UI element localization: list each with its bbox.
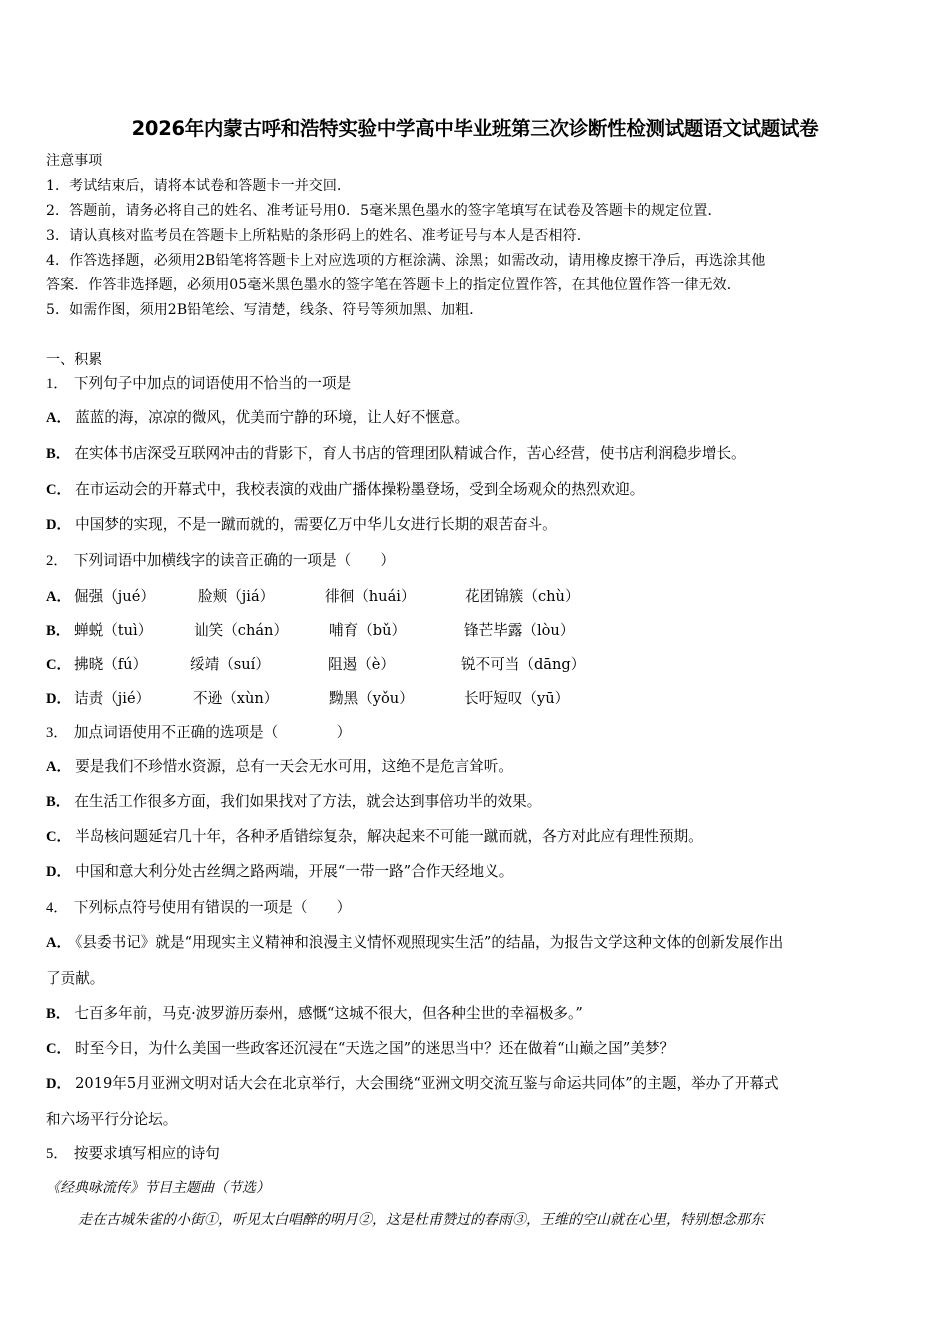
- section-heading: 一、积累: [46, 352, 103, 368]
- option-text: 中国和意大利分处古丝绸之路两端，开展“一带一路”合作天经地义。: [75, 863, 514, 880]
- option-label: D．: [46, 864, 72, 880]
- option-label: D．: [46, 517, 72, 533]
- q3-option-d: [46, 862, 513, 882]
- question-stem: 下列句子中加点的词语使用不恰当的一项是: [73, 375, 352, 392]
- option-text: 蓝蓝的海，凉凉的微风，优美而宁静的环境，让人好不惬意。: [75, 409, 470, 426]
- notice-item: 1．考试结束后，请将本试卷和答题卡一并交回．: [46, 178, 352, 194]
- option-label: A．: [46, 410, 72, 426]
- option-label: C．: [46, 829, 72, 845]
- pinyin-item: 讪笑（chán）: [194, 622, 289, 639]
- option-label: C．: [46, 657, 72, 673]
- q3-option-a: [46, 757, 513, 777]
- notice-heading: 注意事项: [46, 153, 103, 169]
- q4-option-b: [46, 1004, 583, 1024]
- option-text: 2019年5月亚洲文明对话大会在北京举行，大会围绕“亚洲文明交流互鉴与命运共同体”的主题，举办了开幕式: [75, 1075, 779, 1092]
- q4-option-d-cont: 和六场平行分论坛。: [46, 1111, 178, 1128]
- question-stem: 按要求填写相应的诗句: [73, 1145, 220, 1162]
- option-label: A．: [46, 935, 72, 951]
- question-2: [46, 551, 395, 571]
- option-text: 要是我们不珍惜水资源，总有一天会无水可用，这绝不是危言耸听。: [75, 758, 513, 775]
- notice-item: 3．请认真核对监考员在答题卡上所粘贴的条形码上的姓名、准考证号与本人是否相符．: [46, 228, 591, 244]
- q4-option-a-cont: 了贡献。: [46, 970, 105, 987]
- question-stem: 加点词语使用不正确的选项是（ ）: [73, 724, 352, 741]
- question-5: [46, 1144, 220, 1164]
- pinyin-item: 蝉蜕（tuì）: [74, 622, 153, 639]
- option-label: B．: [46, 1006, 71, 1022]
- q4-option-a: [46, 933, 783, 953]
- option-text: 七百多年前，马克·波罗游历泰州，感慨“这城不很大，但各种尘世的幸福极多。”: [74, 1005, 583, 1022]
- option-label: C．: [46, 482, 72, 498]
- notice-item: 4．作答选择题，必须用2B铅笔将答题卡上对应选项的方框涂满、涂黑；如需改动，请用橡皮擦干净后，再选涂其他: [46, 253, 766, 269]
- option-text: 在市运动会的开幕式中，我校表演的戏曲广播体操粉墨登场，受到全场观众的热烈欢迎。: [75, 481, 645, 498]
- question-stem: 下列词语中加横线字的读音正确的一项是（ ）: [73, 552, 395, 569]
- q4-option-c: [46, 1039, 674, 1059]
- pinyin-item: 哺育（bǔ）: [329, 622, 407, 639]
- pinyin-item: 绥靖（suí）: [190, 656, 270, 673]
- notice-item: 5．如需作图，须用2B铅笔绘、写清楚，线条、符号等须加黑、加粗．: [46, 302, 484, 318]
- q3-option-b: [46, 792, 541, 812]
- question-stem: 下列标点符号使用有错误的一项是（ ）: [73, 899, 352, 916]
- option-text: 在生活工作很多方面，我们如果找对了方法，就会达到事倍功半的效果。: [74, 793, 542, 810]
- q4-option-d: [46, 1074, 779, 1094]
- question-number: 5．: [46, 1146, 68, 1162]
- question-number: 4．: [46, 900, 68, 916]
- page-title: 2026年内蒙古呼和浩特实验中学高中毕业班第三次诊断性检测试题语文试题试卷: [131, 117, 819, 140]
- pinyin-item: 不逊（xùn）: [193, 690, 279, 707]
- question-1: [46, 374, 351, 394]
- question-3: [46, 723, 351, 743]
- q1-option-b: [46, 444, 746, 464]
- q3-option-c: [46, 827, 703, 847]
- option-text: 半岛核问题延宕几十年，各种矛盾错综复杂，解决起来不可能一蹴而就，各方对此应有理性预期。: [75, 828, 703, 845]
- notice-item: 答案．作答非选择题，必须用05毫米黑色墨水的签字笔在答题卡上的指定位置作答，在其他位置作答一律无效．: [46, 277, 741, 293]
- pinyin-item: 阻遏（è）: [328, 656, 396, 673]
- option-text: 中国梦的实现，不是一蹴而就的，需要亿万中华儿女进行长期的艰苦奋斗。: [75, 516, 557, 533]
- option-label: B．: [46, 623, 71, 639]
- q1-option-a: [46, 408, 469, 428]
- q2-option-a: [46, 587, 75, 607]
- q2-option-b: [46, 621, 74, 641]
- option-label: D．: [46, 691, 72, 707]
- pinyin-item: 徘徊（huái）: [325, 588, 416, 605]
- pinyin-item: 黝黑（yǒu）: [329, 690, 414, 707]
- question-number: 3．: [46, 725, 68, 741]
- pinyin-item: 拂晓（fú）: [74, 656, 148, 673]
- option-label: C．: [46, 1041, 72, 1057]
- q2-option-c: [46, 655, 75, 675]
- q1-option-c: [46, 480, 644, 500]
- pinyin-item: 倔强（jué）: [74, 588, 155, 605]
- pinyin-item: 长吁短叹（yū）: [464, 690, 570, 707]
- option-text: 在实体书店深受互联网冲击的背影下，育人书店的管理团队精诚合作，苦心经营，使书店利润稳步增长。: [74, 445, 746, 462]
- option-label: A．: [46, 589, 72, 605]
- pinyin-item: 锋芒毕露（lòu）: [464, 622, 575, 639]
- option-label: B．: [46, 446, 71, 462]
- option-label: B．: [46, 794, 71, 810]
- question-4: [46, 898, 351, 918]
- q1-option-d: [46, 515, 557, 535]
- question-number: 2．: [46, 553, 68, 569]
- notice-item: 2．答题前，请务必将自己的姓名、准考证号用0．5毫米黑色墨水的签字笔填写在试卷及答题卡的规定位置．: [46, 203, 722, 219]
- q2-option-d: [46, 689, 75, 709]
- option-label: D．: [46, 1076, 72, 1092]
- question-number: 1．: [46, 376, 68, 392]
- option-label: A．: [46, 759, 72, 775]
- q5-passage: 走在古城朱雀的小街①，听见太白唱醉的明月②，这是杜甫赞过的春雨③，王维的空山就在心里，特别想念那东: [78, 1212, 764, 1228]
- option-text: 时至今日，为什么美国一些政客还沉浸在“天选之国”的迷思当中？还在做着“山巅之国”美梦？: [75, 1040, 675, 1057]
- pinyin-item: 诘责（jié）: [74, 690, 151, 707]
- option-text: 《县委书记》就是“用现实主义精神和浪漫主义情怀观照现实生活”的结晶，为报告文学这种文体的创新发展作出: [75, 934, 784, 951]
- pinyin-item: 锐不可当（dāng）: [461, 656, 586, 673]
- q5-subtitle: 《经典咏流传》节目主题曲（节选）: [46, 1180, 270, 1196]
- pinyin-item: 花团锦簇（chù）: [465, 588, 580, 605]
- pinyin-item: 脸颊（jiá）: [198, 588, 275, 605]
